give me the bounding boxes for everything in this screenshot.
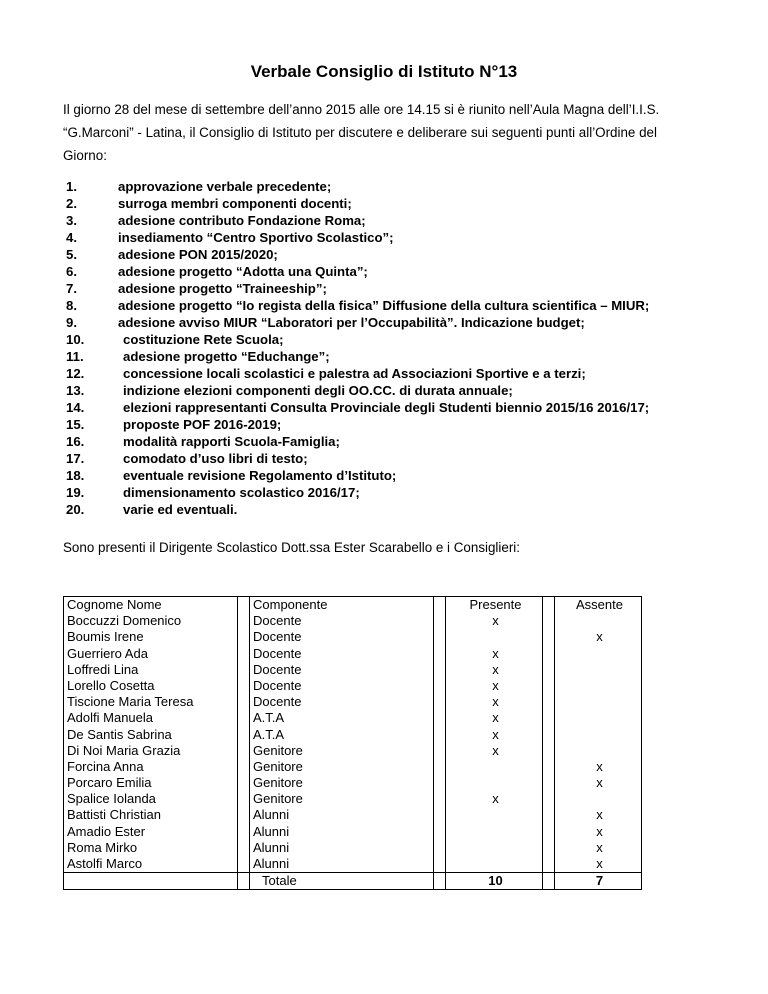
absent-mark bbox=[555, 743, 642, 759]
member-name: Guerriero Ada bbox=[64, 646, 238, 662]
agenda-item-number: 14. bbox=[66, 400, 85, 415]
document-title: Verbale Consiglio di Istituto N°13 bbox=[250, 62, 518, 81]
table-total-row bbox=[64, 873, 642, 890]
agenda-item-text: adesione avviso MIUR “Laboratori per l’Occupabilità”. Indicazione budget; bbox=[118, 315, 585, 330]
agenda-item-text: adesione PON 2015/2020; bbox=[118, 247, 278, 262]
intro-paragraph: Il giorno 28 del mese di settembre dell’anno 2015 alle ore 14.15 si è riunito nell’Aula Magna dell’I.I.S. “G.Marconi” - Latina, il Consiglio di Istituto per discutere e deliberare sui seguenti punti all’Ordine del Giorno: bbox=[63, 102, 660, 163]
absent-mark bbox=[555, 678, 642, 694]
member-component: Docente bbox=[250, 646, 434, 662]
agenda-item-number: 4. bbox=[66, 230, 77, 245]
agenda-item-text: comodato d’uso libri di testo; bbox=[123, 451, 308, 466]
agenda-item-text: dimensionamento scolastico 2016/17; bbox=[123, 485, 360, 500]
agenda-item-number: 19. bbox=[66, 485, 85, 500]
agenda-item-text: adesione progetto “Io regista della fisica” Diffusione della cultura scientifica – MIUR; bbox=[118, 298, 650, 313]
absent-mark bbox=[555, 791, 642, 807]
member-name: Tiscione Maria Teresa bbox=[64, 694, 238, 710]
header-present: Presente bbox=[446, 597, 543, 614]
total-blank bbox=[64, 873, 238, 890]
member-name: De Santis Sabrina bbox=[64, 727, 238, 743]
present-mark bbox=[446, 775, 543, 791]
agenda-item-number: 3. bbox=[66, 213, 77, 228]
member-name: Di Noi Maria Grazia bbox=[64, 743, 238, 759]
agenda-item bbox=[66, 246, 726, 263]
member-component: Docente bbox=[250, 662, 434, 678]
table-row bbox=[64, 807, 642, 823]
agenda-item-number: 11. bbox=[66, 349, 84, 364]
agenda-item bbox=[66, 212, 726, 229]
absent-mark: x bbox=[555, 807, 642, 823]
agenda-item-number: 1. bbox=[66, 179, 77, 194]
absent-mark bbox=[555, 710, 642, 726]
member-component: Genitore bbox=[250, 775, 434, 791]
member-component: Alunni bbox=[250, 840, 434, 856]
agenda-item bbox=[66, 382, 726, 399]
agenda-item-number: 9. bbox=[66, 315, 77, 330]
agenda-item-number: 10. bbox=[66, 332, 85, 347]
agenda-item-text: modalità rapporti Scuola-Famiglia; bbox=[123, 434, 340, 449]
agenda-item bbox=[66, 399, 726, 416]
agenda-item bbox=[66, 178, 726, 195]
present-mark: x bbox=[446, 710, 543, 726]
absent-mark bbox=[555, 727, 642, 743]
member-name: Battisti Christian bbox=[64, 807, 238, 823]
present-mark: x bbox=[446, 662, 543, 678]
table-row bbox=[64, 710, 642, 726]
agenda-item bbox=[66, 195, 726, 212]
member-name: Loffredi Lina bbox=[64, 662, 238, 678]
table-row bbox=[64, 694, 642, 710]
agenda-item bbox=[66, 314, 726, 331]
table-row bbox=[64, 759, 642, 775]
agenda-item-number: 6. bbox=[66, 264, 77, 279]
absent-mark: x bbox=[555, 840, 642, 856]
absent-mark bbox=[555, 694, 642, 710]
member-name: Lorello Cosetta bbox=[64, 678, 238, 694]
agenda-item bbox=[66, 348, 726, 365]
member-component: Alunni bbox=[250, 824, 434, 840]
agenda-item-text: elezioni rappresentanti Consulta Provinciale degli Studenti biennio 2015/16 2016/17; bbox=[123, 400, 650, 415]
member-name: Astolfi Marco bbox=[64, 856, 238, 873]
present-mark: x bbox=[446, 743, 543, 759]
agenda-item-number: 15. bbox=[66, 417, 85, 432]
agenda-item bbox=[66, 416, 726, 433]
member-component: Alunni bbox=[250, 856, 434, 873]
member-component: Genitore bbox=[250, 743, 434, 759]
member-name: Roma Mirko bbox=[64, 840, 238, 856]
total-label: Totale bbox=[250, 873, 434, 890]
member-name: Adolfi Manuela bbox=[64, 710, 238, 726]
agenda-item-text: varie ed eventuali. bbox=[123, 502, 238, 517]
table-row bbox=[64, 629, 642, 645]
absent-mark: x bbox=[555, 759, 642, 775]
agenda-item bbox=[66, 297, 726, 314]
agenda-item bbox=[66, 365, 726, 382]
table-row bbox=[64, 775, 642, 791]
present-mark bbox=[446, 856, 543, 873]
agenda-item bbox=[66, 433, 726, 450]
agenda-item-text: adesione contributo Fondazione Roma; bbox=[118, 213, 366, 228]
member-component: A.T.A bbox=[250, 727, 434, 743]
agenda-item-text: concessione locali scolastici e palestra ad Associazioni Sportive e a terzi; bbox=[123, 366, 586, 381]
table-row bbox=[64, 791, 642, 807]
agenda-item-number: 8. bbox=[66, 298, 77, 313]
present-mark: x bbox=[446, 727, 543, 743]
absent-mark: x bbox=[555, 856, 642, 873]
agenda-item bbox=[66, 229, 726, 246]
attendance-intro: Sono presenti il Dirigente Scolastico Dott.ssa Ester Scarabello e i Consiglieri: bbox=[63, 540, 520, 555]
total-absent: 7 bbox=[555, 873, 642, 890]
present-mark: x bbox=[446, 646, 543, 662]
agenda-item-text: adesione progetto “Educhange”; bbox=[123, 349, 330, 364]
agenda-item-number: 5. bbox=[66, 247, 77, 262]
agenda-item bbox=[66, 467, 726, 484]
member-name: Spalice Iolanda bbox=[64, 791, 238, 807]
agenda-item-number: 16. bbox=[66, 434, 85, 449]
agenda-item-text: indizione elezioni componenti degli OO.CC. di durata annuale; bbox=[123, 383, 513, 398]
attendance-table bbox=[63, 596, 642, 890]
member-name: Porcaro Emilia bbox=[64, 775, 238, 791]
absent-mark: x bbox=[555, 629, 642, 645]
member-name: Boumis Irene bbox=[64, 629, 238, 645]
member-component: Genitore bbox=[250, 791, 434, 807]
table-row bbox=[64, 840, 642, 856]
header-absent: Assente bbox=[555, 597, 642, 614]
absent-mark bbox=[555, 662, 642, 678]
member-component: Genitore bbox=[250, 759, 434, 775]
agenda-item-text: surroga membri componenti docenti; bbox=[118, 196, 352, 211]
table-row bbox=[64, 743, 642, 759]
agenda-item-number: 13. bbox=[66, 383, 85, 398]
table-row bbox=[64, 613, 642, 629]
agenda-item-text: proposte POF 2016-2019; bbox=[123, 417, 282, 432]
table-header-row bbox=[64, 597, 642, 614]
present-mark bbox=[446, 759, 543, 775]
agenda-item-number: 7. bbox=[66, 281, 77, 296]
member-component: Docente bbox=[250, 678, 434, 694]
present-mark: x bbox=[446, 613, 543, 629]
member-component: Docente bbox=[250, 629, 434, 645]
member-component: Docente bbox=[250, 694, 434, 710]
absent-mark: x bbox=[555, 824, 642, 840]
present-mark bbox=[446, 840, 543, 856]
total-present: 10 bbox=[446, 873, 543, 890]
member-component: Alunni bbox=[250, 807, 434, 823]
agenda-item-number: 17. bbox=[66, 451, 85, 466]
agenda-item-text: approvazione verbale precedente; bbox=[118, 179, 332, 194]
agenda-item bbox=[66, 263, 726, 280]
table-row bbox=[64, 678, 642, 694]
member-component: A.T.A bbox=[250, 710, 434, 726]
agenda-item bbox=[66, 501, 726, 518]
absent-mark: x bbox=[555, 775, 642, 791]
table-row bbox=[64, 646, 642, 662]
agenda-item-text: adesione progetto “Traineeship”; bbox=[118, 281, 327, 296]
agenda-item bbox=[66, 280, 726, 297]
member-name: Forcina Anna bbox=[64, 759, 238, 775]
agenda-item-number: 12. bbox=[66, 366, 85, 381]
absent-mark bbox=[555, 646, 642, 662]
agenda-item bbox=[66, 450, 726, 467]
agenda-item-number: 20. bbox=[66, 502, 85, 517]
header-name: Cognome Nome bbox=[64, 597, 238, 614]
present-mark: x bbox=[446, 678, 543, 694]
table-row bbox=[64, 727, 642, 743]
present-mark bbox=[446, 629, 543, 645]
agenda-item-text: insediamento “Centro Sportivo Scolastico”; bbox=[118, 230, 394, 245]
agenda-item bbox=[66, 484, 726, 501]
present-mark: x bbox=[446, 694, 543, 710]
present-mark bbox=[446, 807, 543, 823]
member-component: Docente bbox=[250, 613, 434, 629]
present-mark bbox=[446, 824, 543, 840]
absent-mark bbox=[555, 613, 642, 629]
table-row bbox=[64, 856, 642, 873]
table-row bbox=[64, 824, 642, 840]
agenda-item-text: adesione progetto “Adotta una Quinta”; bbox=[118, 264, 368, 279]
agenda-item-text: eventuale revisione Regolamento d’Istituto; bbox=[123, 468, 397, 483]
agenda-item-number: 2. bbox=[66, 196, 77, 211]
member-name: Boccuzzi Domenico bbox=[64, 613, 238, 629]
header-component: Componente bbox=[250, 597, 434, 614]
agenda-item-number: 18. bbox=[66, 468, 85, 483]
table-row bbox=[64, 662, 642, 678]
member-name: Amadio Ester bbox=[64, 824, 238, 840]
agenda-item bbox=[66, 331, 726, 348]
agenda-list bbox=[66, 178, 726, 518]
agenda-item-text: costituzione Rete Scuola; bbox=[123, 332, 284, 347]
present-mark: x bbox=[446, 791, 543, 807]
